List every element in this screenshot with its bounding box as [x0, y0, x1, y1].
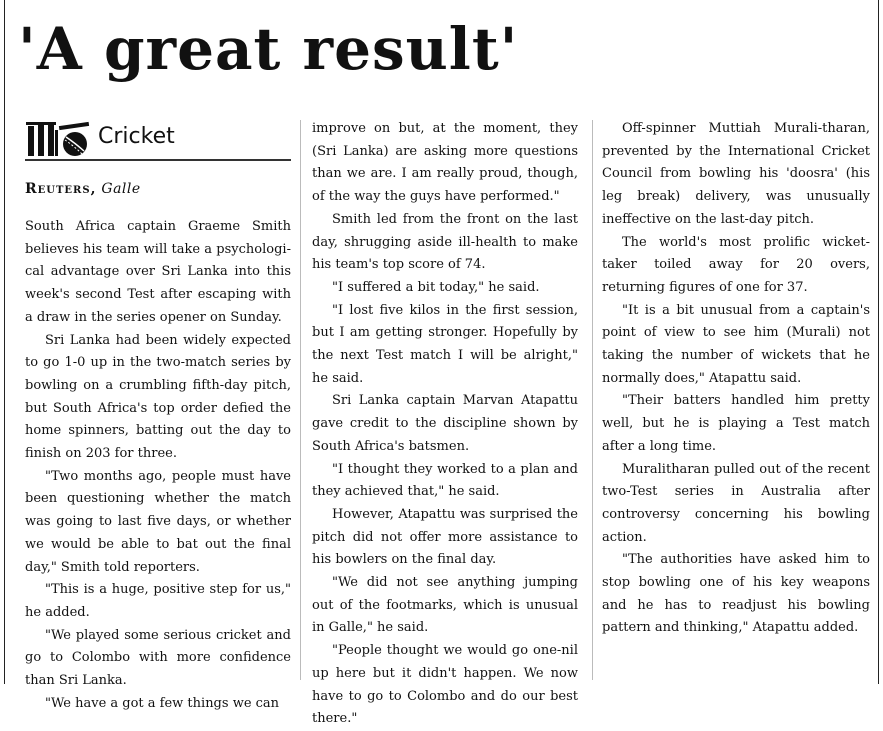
- paragraph: "We did not see anything jumping out of the footmarks, which is unusual in Galle," he said.: [312, 575, 578, 636]
- paragraph: Sri Lanka captain Marvan Atapattu gave credit to the discipline shown by South Africa's batsmen.: [312, 393, 578, 454]
- paragraph: "I lost five kilos in the first session, but I am getting stronger. Hopefully by the next Test match I will be alright," he said.: [312, 302, 578, 386]
- paragraph: "Their batters handled him pretty well, but he is playing a Test match after a long time.: [602, 393, 870, 454]
- paragraph: Off-spinner Muttiah Murali-tharan, prevented by the International Cricket Council from bowling his 'doosra' (his leg break) delivery, was unusually ineffective on the last-day pitch.: [602, 121, 870, 227]
- paragraph: "We played some serious cricket and go to Colombo with more confidence than Sri Lanka.: [25, 627, 291, 689]
- article-column-3: [602, 118, 870, 640]
- cricket-stumps-ball-icon: [25, 118, 93, 158]
- paragraph: "We have a got a few things we can: [45, 695, 280, 711]
- paragraph: "It is a bit unusual from a captain's point of view to see him (Murali) not taking the number of wickets that he normally does," Atapattu said.: [602, 302, 870, 386]
- byline-agency: Reuters,: [25, 181, 97, 197]
- byline: [25, 178, 291, 200]
- paragraph: "I suffered a bit today," he said.: [332, 279, 540, 295]
- page-left-border: [4, 0, 5, 684]
- paragraph: "Two months ago, people must have been questioning whether the match was going to last five days, or whether we would be able to bat out the final day," Smith told reporters.: [25, 468, 291, 575]
- section-label: Cricket: [98, 124, 175, 149]
- paragraph: Smith led from the front on the last day, shrugging aside ill-health to make his team's top score of 74.: [312, 211, 578, 273]
- byline-place: Galle: [101, 181, 141, 197]
- paragraph: improve on but, at the moment, they (Sri Lanka) are asking more questions than we are. I am really proud, though, of the way the guys have performed.": [312, 121, 578, 205]
- paragraph: "The authorities have asked him to stop bowling one of his key weapons and he has to readjust his bowling pattern and thinking," Atapattu added.: [602, 552, 870, 636]
- paragraph: However, Atapattu was surprised the pitch did not offer more assistance to his bowlers on the final day.: [312, 506, 578, 568]
- paragraph: "I thought they worked to a plan and they achieved that," he said.: [312, 461, 578, 500]
- column-divider: [300, 120, 301, 680]
- section-header: [25, 118, 291, 160]
- paragraph: "People thought we would go one-nil up here but it didn't happen. We now have to go to Colombo and do our best there.": [312, 643, 578, 727]
- paragraph: "This is a huge, positive step for us," he added.: [25, 582, 291, 620]
- article-headline: 'A great result': [18, 15, 519, 83]
- article-column-2: [312, 118, 578, 731]
- paragraph: Sri Lanka had been widely expected to go 1-0 up in the two-match series by bowling on a crumbling fifth-day pitch, but South Africa's top order defied the home spinners, batting out the day to finish on 203 for three.: [25, 332, 291, 462]
- column-divider: [592, 120, 593, 680]
- section-divider: [25, 159, 291, 161]
- paragraph: Muralitharan pulled out of the recent two-Test series in Australia after controversy concerning his bowling action.: [602, 461, 870, 545]
- paragraph: The world's most prolific wicket-taker toiled away for 20 overs, returning figures of one for 37.: [602, 234, 870, 295]
- page-right-border: [878, 0, 879, 684]
- article-column-1: [25, 216, 291, 715]
- paragraph: South Africa captain Graeme Smith believes his team will take a psychological advantage over Sri Lanka into this week's second Test after escaping with a draw in the series opener on Sunday.: [25, 219, 291, 325]
